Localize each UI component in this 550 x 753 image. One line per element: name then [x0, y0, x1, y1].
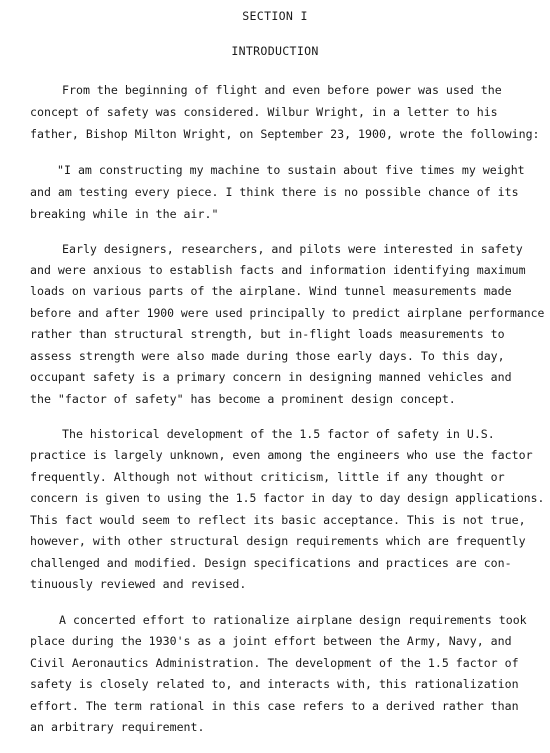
text-line: challenged and modified. Design specifications and practices are con- — [30, 556, 512, 570]
text-line: before and after 1900 were used principally to predict airplane performance — [30, 306, 545, 320]
text-line: however, with other structural design requirements which are frequently — [30, 534, 526, 548]
text-line: frequently. Although not without criticism, little if any thought or — [30, 470, 505, 484]
text-line: practice is largely unknown, even among the engineers who use the factor — [30, 448, 533, 462]
text-line: effort. The term rational in this case refers to a derived rather than — [30, 699, 519, 713]
text-line: and were anxious to establish facts and information identifying maximum — [30, 263, 526, 277]
text-line: rather than structural strength, but in-flight loads measurements to — [30, 327, 505, 341]
text-line: assess strength were also made during those early days. To this day, — [30, 349, 505, 363]
text-line: "I am constructing my machine to sustain about five times my weight — [57, 163, 525, 177]
page-title: INTRODUCTION — [231, 44, 319, 58]
text-line: This fact would seem to reflect its basic acceptance. This is not true, — [30, 513, 526, 527]
text-line: Civil Aeronautics Administration. The development of the 1.5 factor of — [30, 656, 519, 670]
text-line: The historical development of the 1.5 factor of safety in U.S. — [62, 427, 495, 441]
section-heading: SECTION I — [242, 9, 308, 23]
text-line: From the beginning of flight and even before power was used the — [62, 83, 502, 97]
text-line: Early designers, researchers, and pilots were interested in safety — [62, 242, 523, 256]
text-line: breaking while in the air." — [30, 207, 219, 221]
text-line: loads on various parts of the airplane. Wind tunnel measurements made — [30, 284, 512, 298]
text-line: safety is closely related to, and interacts with, this rationalization — [30, 677, 519, 691]
text-line: tinuously reviewed and revised. — [30, 577, 247, 591]
text-line: the "factor of safety" has become a prominent design concept. — [30, 392, 456, 406]
text-line: and am testing every piece. I think there is no possible chance of its — [30, 185, 519, 199]
text-line: place during the 1930's as a joint effort between the Army, Navy, and — [30, 634, 512, 648]
text-line: an arbitrary requirement. — [30, 720, 205, 734]
text-line: concern is given to using the 1.5 factor in day to day design applications. — [30, 491, 545, 505]
text-line: occupant safety is a primary concern in designing manned vehicles and — [30, 370, 512, 384]
text-line: A concerted effort to rationalize airplane design requirements took — [59, 613, 527, 627]
text-line: father, Bishop Milton Wright, on September 23, 1900, wrote the following: — [30, 127, 540, 141]
text-line: concept of safety was considered. Wilbur Wright, in a letter to his — [30, 105, 498, 119]
